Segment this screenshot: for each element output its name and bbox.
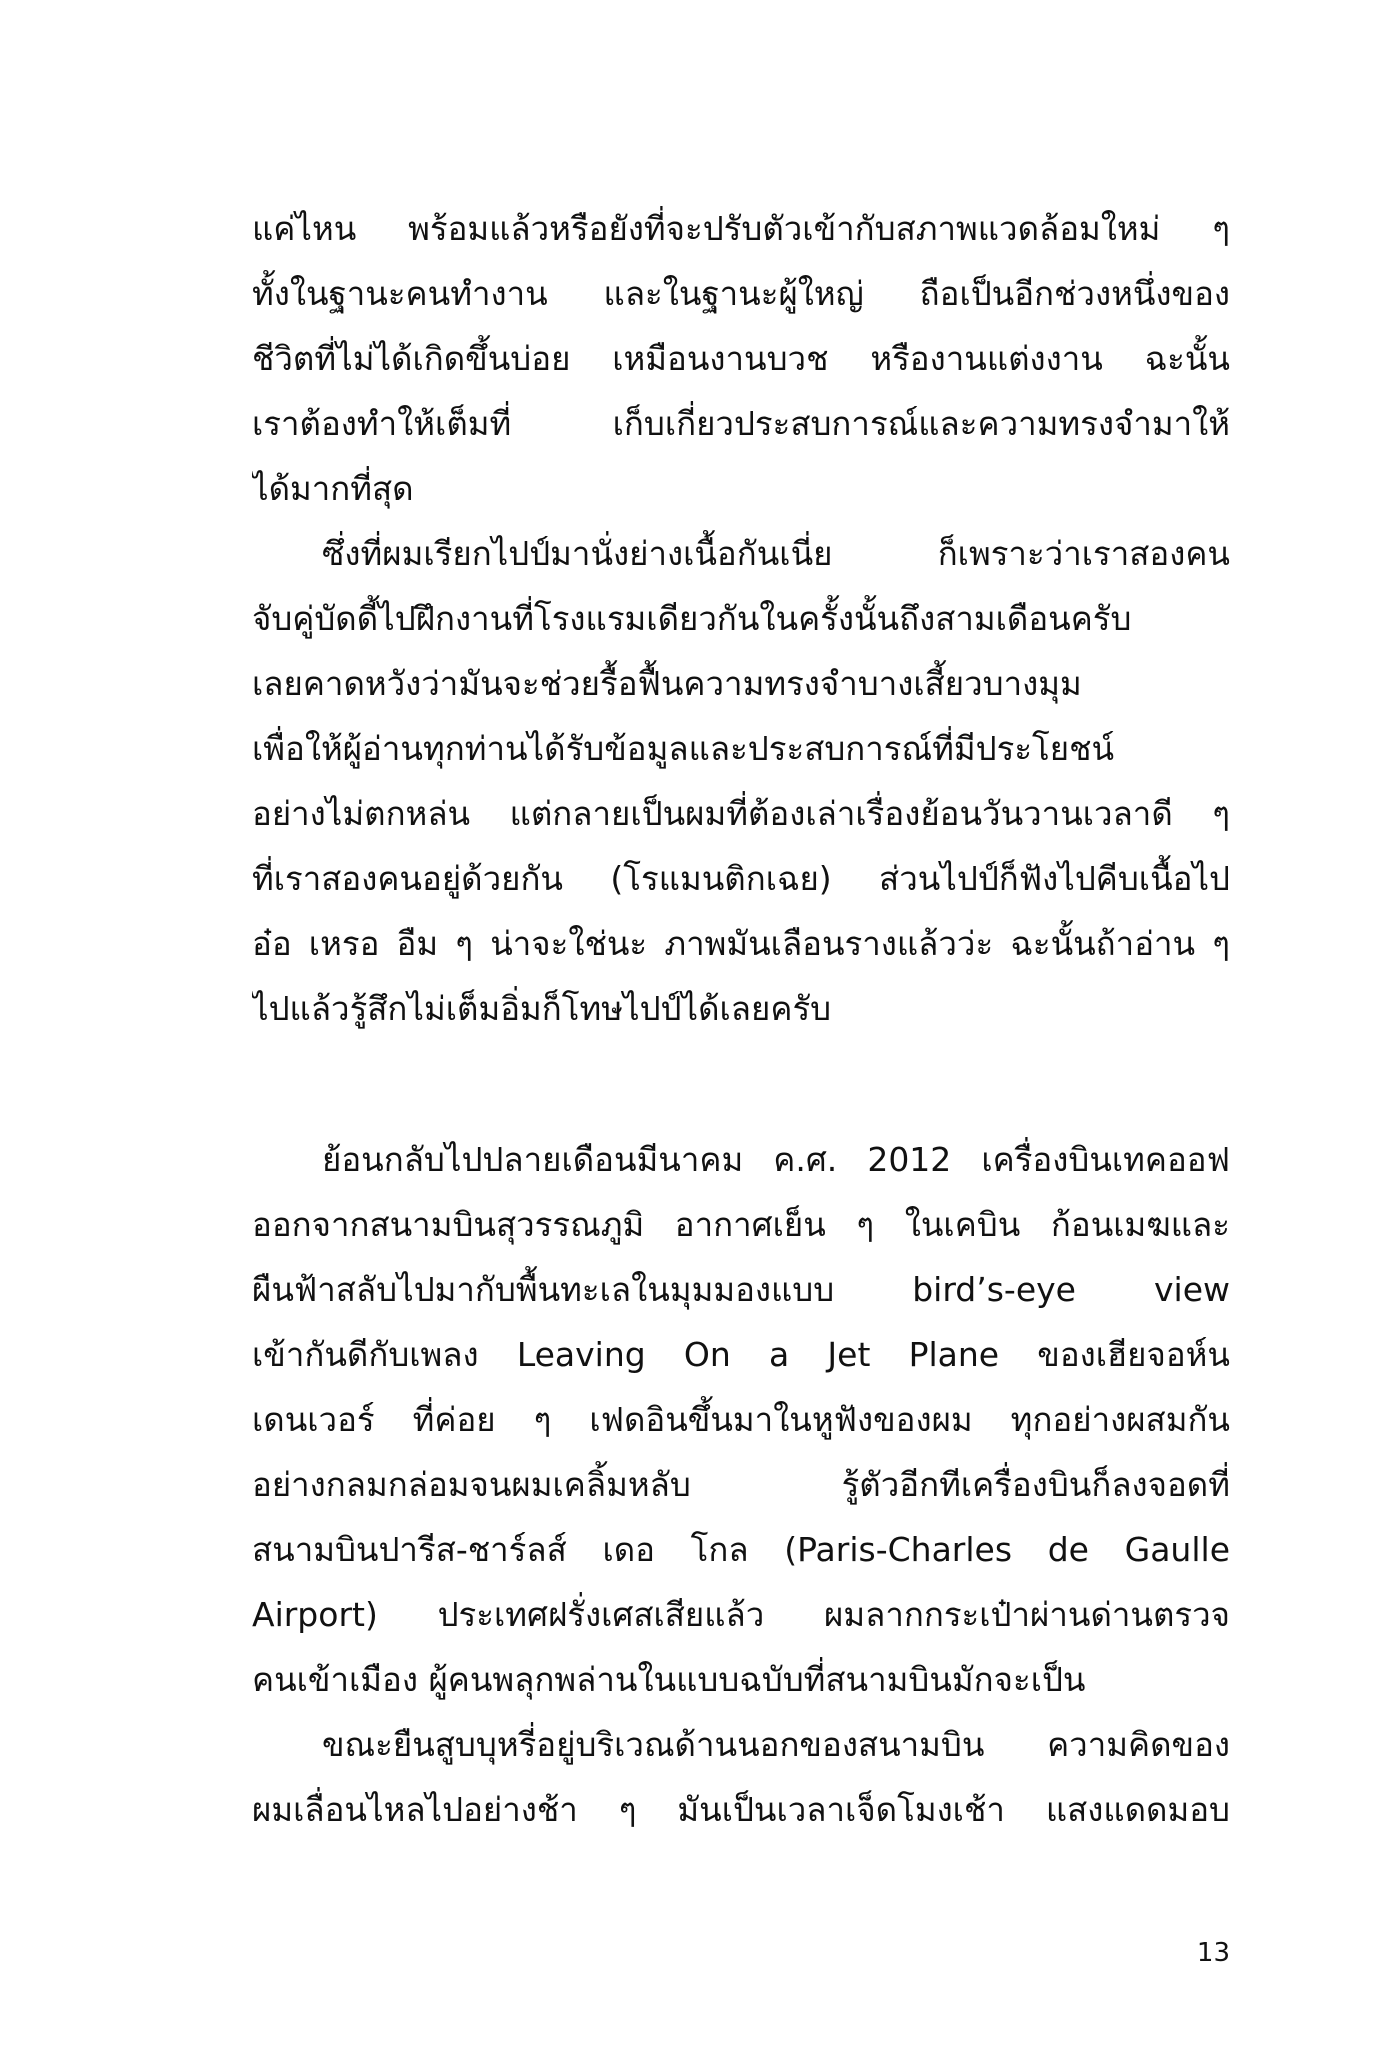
body-line: จับคู่บัดดี้ไปฝึกงานที่โรงแรมเดียวกันในครั้งนั้นถึงสามเดือนครับ [252,599,1132,638]
body-line: เลยคาดหวังว่ามันจะช่วยรื้อฟื้นความทรงจำบางเสี้ยวบางมุม [252,664,1082,703]
body-line: ออกจากสนามบินสุวรรณภูมิ อากาศเย็น ๆ ในเคบิน ก้อนเมฆและ [252,1205,1230,1244]
body-line-indent: ขณะยืนสูบบุหรี่อยู่บริเวณด้านนอกของสนามบิน ความคิดของ [322,1725,1230,1764]
body-line: เดนเวอร์ ที่ค่อย ๆ เฟดอินขึ้นมาในหูฟังของผม ทุกอย่างผสมกัน [252,1400,1230,1439]
body-line: เราต้องทำให้เต็มที่ เก็บเกี่ยวประสบการณ์และความทรงจำมาให้ [252,404,1230,443]
body-line: อย่างไม่ตกหล่น แต่กลายเป็นผมที่ต้องเล่าเรื่องย้อนวันวานเวลาดี ๆ [252,794,1230,833]
body-line: เข้ากันดีกับเพลง Leaving On a Jet Plane ของเฮียจอห์น [252,1335,1230,1374]
body-line: ผืนฟ้าสลับไปมากับพื้นทะเลในมุมมองแบบ bird’s-eye view [252,1270,1230,1309]
body-line: ที่เราสองคนอยู่ด้วยกัน (โรแมนติกเฉย) ส่วนไปป์ก็ฟังไปคีบเนื้อไป [252,859,1230,898]
page-number: 13 [1196,1938,1230,1968]
text-block-bottom [252,1127,1230,1842]
body-line: สนามบินปารีส-ชาร์ลส์ เดอ โกล (Paris-Charles de Gaulle [252,1530,1230,1569]
body-line: แค่ไหน พร้อมแล้วหรือยังที่จะปรับตัวเข้ากับสภาพแวดล้อมใหม่ ๆ [252,209,1230,248]
body-line-indent: ซึ่งที่ผมเรียกไปป์มานั่งย่างเนื้อกันเนี่ย ก็เพราะว่าเราสองคน [322,534,1230,573]
body-line: ได้มากที่สุด [252,469,414,508]
body-line: ผมเลื่อนไหลไปอย่างช้า ๆ มันเป็นเวลาเจ็ดโมงเช้า แสงแดดมอบ [252,1790,1230,1829]
body-line: Airport) ประเทศฝรั่งเศสเสียแล้ว ผมลากกระเป๋าผ่านด่านตรวจ [252,1595,1230,1634]
body-line-indent: ย้อนกลับไปปลายเดือนมีนาคม ค.ศ. 2012 เครื่องบินเทคออฟ [322,1140,1230,1179]
body-line: เพื่อให้ผู้อ่านทุกท่านได้รับข้อมูลและประสบการณ์ที่มีประโยชน์ [252,729,1115,768]
body-line: คนเข้าเมือง ผู้คนพลุกพล่านในแบบฉบับที่สนามบินมักจะเป็น [252,1660,1086,1699]
body-line: ชีวิตที่ไม่ได้เกิดขึ้นบ่อย เหมือนงานบวช หรืองานแต่งงาน ฉะนั้น [252,339,1230,378]
body-line: อ๋อ เหรอ อืม ๆ น่าจะใช่นะ ภาพมันเลือนรางแล้วว่ะ ฉะนั้นถ้าอ่าน ๆ [252,924,1230,963]
body-line: ไปแล้วรู้สึกไม่เต็มอิ่มก็โทษไปป์ได้เลยครับ [252,989,832,1028]
text-block-top [252,196,1230,1041]
body-line: อย่างกลมกล่อมจนผมเคลิ้มหลับ รู้ตัวอีกทีเครื่องบินก็ลงจอดที่ [252,1465,1230,1504]
body-line: ทั้งในฐานะคนทำงาน และในฐานะผู้ใหญ่ ถือเป็นอีกช่วงหนึ่งของ [252,274,1230,313]
